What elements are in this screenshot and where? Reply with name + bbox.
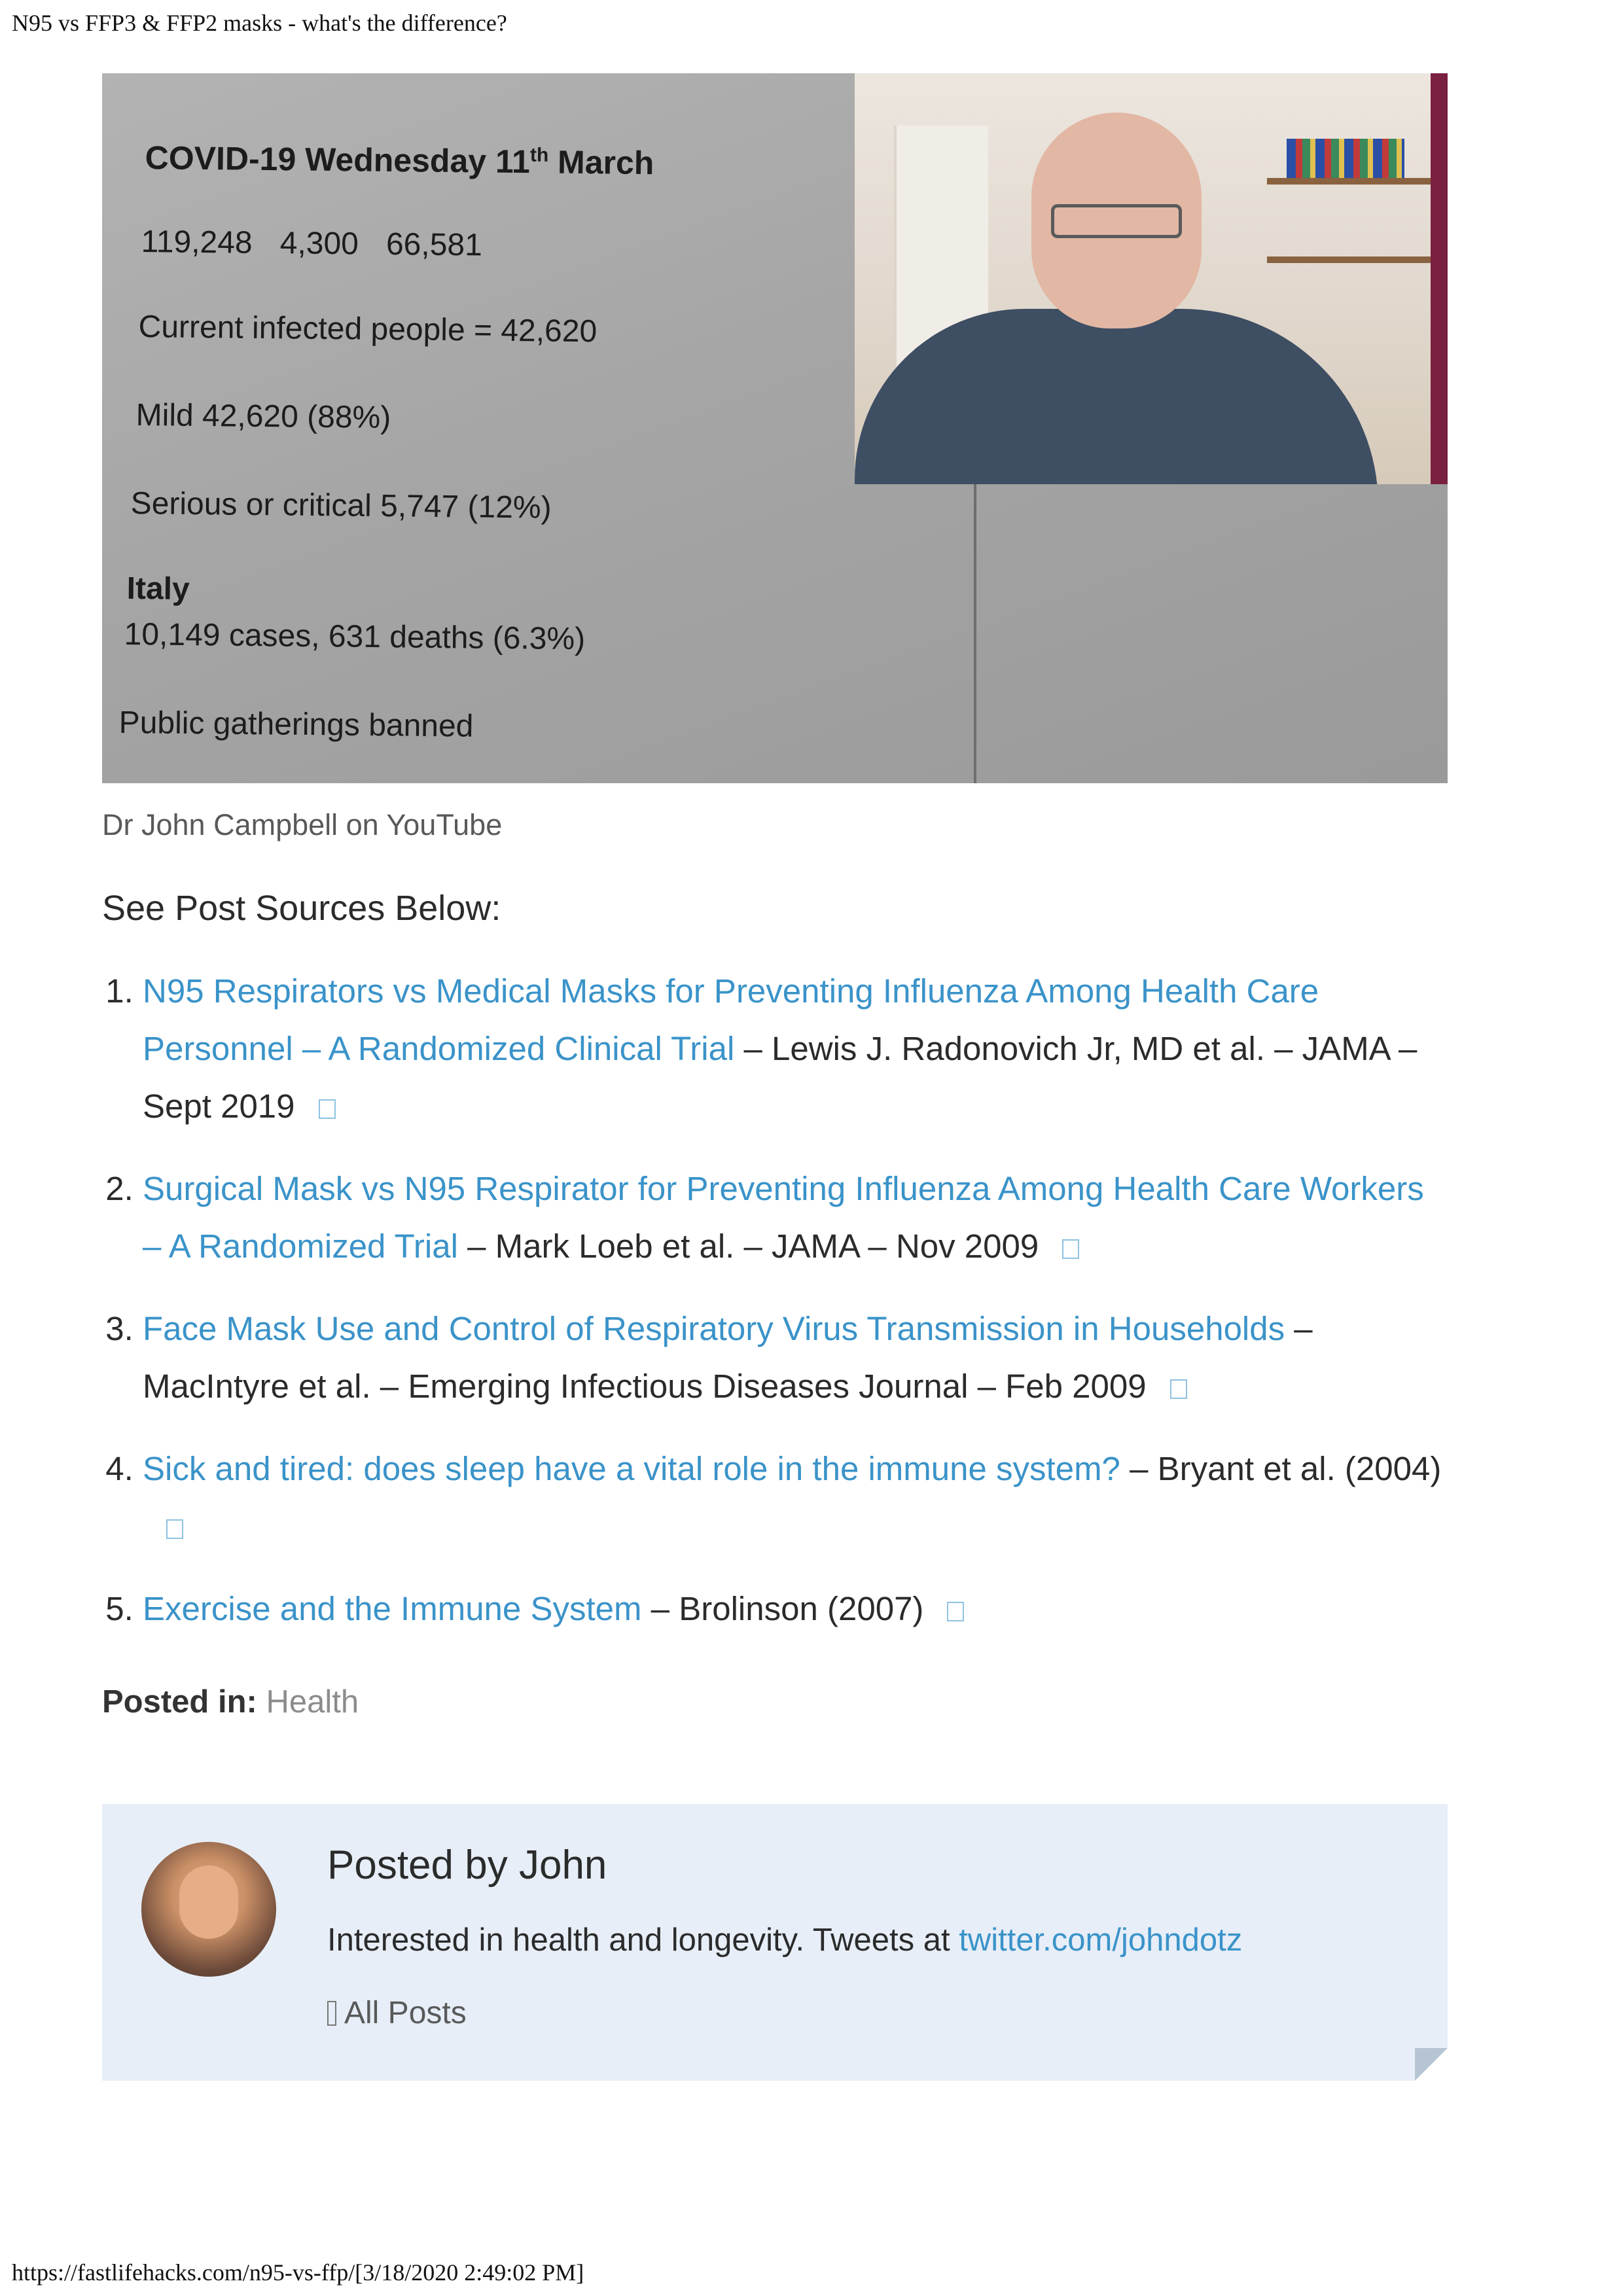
external-link-icon[interactable] <box>319 1099 336 1119</box>
webcam-shelf <box>1267 178 1437 185</box>
avatar <box>141 1842 276 1977</box>
sheet-current-infected: Current infected people = 42,620 <box>138 309 597 349</box>
source-citation: – Lewis J. Radonovich Jr, MD et al. – JAMA – Sept 2019 <box>143 1030 1418 1125</box>
source-link[interactable]: Face Mask Use and Control of Respiratory Virus Transmission in Households <box>143 1310 1285 1347</box>
twitter-link[interactable]: twitter.com/johndotz <box>959 1922 1243 1958</box>
source-item <box>143 1580 1448 1638</box>
sheet-numbers: 119,248 4,300 66,581 <box>141 224 483 263</box>
sheet-italy-heading: Italy <box>126 571 190 607</box>
author-bio <box>327 1922 1242 1958</box>
posted-in <box>102 1684 1448 1720</box>
source-item <box>143 1300 1448 1415</box>
sheet-title: COVID-19 Wednesday 11th March <box>145 139 654 182</box>
external-link-icon[interactable] <box>1062 1239 1079 1259</box>
author-bio-text: Interested in health and longevity. Tweets at <box>327 1922 959 1958</box>
video-screenshot[interactable] <box>102 73 1448 783</box>
posts-icon <box>327 2001 336 2026</box>
source-citation: – Brolinson (2007) <box>641 1590 924 1627</box>
print-header: N95 vs FFP3 & FFP2 masks - what's the difference? <box>12 10 507 36</box>
webcam-inset <box>855 73 1448 484</box>
all-posts-link[interactable] <box>327 1995 467 2031</box>
article-content <box>102 73 1448 2081</box>
source-item <box>143 1160 1448 1275</box>
source-citation: – MacIntyre et al. – Emerging Infectious Diseases Journal – Feb 2009 <box>143 1310 1313 1405</box>
source-link[interactable]: Surgical Mask vs N95 Respirator for Preventing Influenza Among Health Care Workers – A Randomized Trial <box>143 1170 1424 1265</box>
sources-list <box>102 963 1448 1638</box>
author-name: Posted by John <box>327 1843 607 1888</box>
source-link[interactable]: N95 Respirators vs Medical Masks for Preventing Influenza Among Health Care Personnel – A Randomized Clinical Trial <box>143 972 1319 1067</box>
sheet-mild: Mild 42,620 (88%) <box>135 397 391 436</box>
sources-heading: See Post Sources Below: <box>102 889 501 928</box>
webcam-books <box>1287 139 1404 178</box>
page-curl-fold <box>1415 2048 1448 2081</box>
presenter-body <box>855 309 1378 484</box>
paper-fold <box>974 484 976 783</box>
source-item <box>143 963 1448 1135</box>
sheet-serious: Serious or critical 5,747 (12%) <box>130 486 552 525</box>
source-citation: – Bryant et al. (2004) <box>1120 1450 1442 1487</box>
source-citation: – Mark Loeb et al. – JAMA – Nov 2009 <box>457 1227 1039 1265</box>
image-caption: Dr John Campbell on YouTube <box>102 808 503 841</box>
webcam-curtain <box>1431 73 1448 484</box>
posted-in-label: Posted in: <box>102 1684 257 1720</box>
external-link-icon[interactable] <box>166 1519 183 1539</box>
source-link[interactable]: Sick and tired: does sleep have a vital role in the immune system? <box>143 1450 1120 1487</box>
all-posts-label: All Posts <box>344 1996 467 2030</box>
external-link-icon[interactable] <box>947 1602 964 1621</box>
source-link[interactable]: Exercise and the Immune System <box>143 1590 642 1627</box>
source-item <box>143 1440 1448 1555</box>
sheet-public-gatherings: Public gatherings banned <box>118 705 474 744</box>
avatar-face <box>179 1865 238 1939</box>
webcam-shelf-lower <box>1267 256 1437 263</box>
sheet-italy-cases: 10,149 cases, 631 deaths (6.3%) <box>124 616 586 657</box>
presenter-glasses <box>1051 204 1182 238</box>
author-box <box>102 1804 1448 2081</box>
print-footer: https://fastlifehacks.com/n95-vs-ffp/[3/18/2020 2:49:02 PM] <box>12 2259 584 2286</box>
category-link[interactable]: Health <box>266 1684 359 1720</box>
external-link-icon[interactable] <box>1170 1379 1187 1399</box>
